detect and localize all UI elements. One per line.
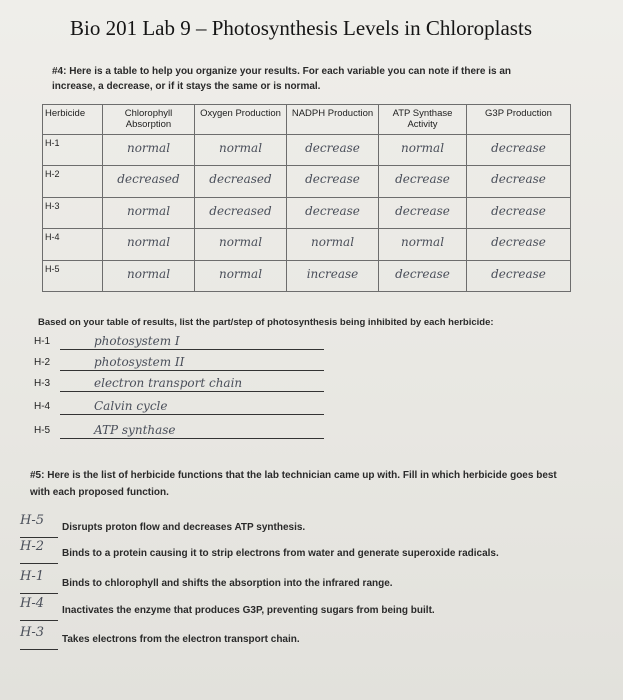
- function-herbicide: H-1: [20, 569, 45, 584]
- table-header-row: [43, 105, 571, 135]
- table-cell: normal: [195, 260, 287, 291]
- function-herbicide: H-3: [20, 625, 45, 640]
- header-herbicide: Herbicide: [43, 105, 103, 135]
- table-cell: decrease: [467, 229, 571, 260]
- answer-line: [60, 349, 324, 350]
- table-cell: decrease: [379, 166, 467, 197]
- answer-row: [34, 399, 324, 417]
- table-cell: normal: [287, 229, 379, 260]
- header-atp: ATP Synthase Activity: [379, 105, 467, 135]
- answer-line: [60, 391, 324, 392]
- row-label: H-2: [43, 166, 103, 197]
- question4-prompt: Based on your table of results, list the part/step of photosynthesis being inhibited by each herbicide:: [38, 317, 494, 328]
- table-row: [43, 135, 571, 166]
- table-cell: decrease: [287, 166, 379, 197]
- table-row: [43, 260, 571, 291]
- table-cell: decrease: [287, 135, 379, 166]
- table-cell: decrease: [379, 197, 467, 228]
- intro-text: Here is a table to help you organize your results. For each variable you can note if there is an increase, a decrease, or if it stays the same or is normal.: [52, 66, 512, 92]
- page-title: Bio 201 Lab 9 – Photosynthesis Levels in Chloroplasts: [70, 16, 532, 40]
- function-herbicide: H-5: [20, 513, 45, 528]
- header-nadph: NADPH Production: [287, 105, 379, 135]
- row-label: H-5: [43, 260, 103, 291]
- table-cell: normal: [103, 260, 195, 291]
- table-cell: normal: [195, 135, 287, 166]
- table-row: [43, 166, 571, 197]
- answer-row: [34, 355, 324, 373]
- answer-label: H-3: [34, 378, 51, 389]
- table-cell: decrease: [379, 260, 467, 291]
- answer-label: H-2: [34, 357, 51, 368]
- function-row: [20, 598, 580, 622]
- answer-value: photosystem II: [94, 355, 185, 369]
- table-row: [43, 229, 571, 260]
- header-g3p: G3P Production: [467, 105, 571, 135]
- function-text: Binds to chlorophyll and shifts the absorption into the infrared range.: [62, 578, 393, 589]
- table-cell: normal: [103, 229, 195, 260]
- function-row: [20, 627, 580, 651]
- table-cell: normal: [195, 229, 287, 260]
- table-row: [43, 197, 571, 228]
- table-cell: normal: [103, 197, 195, 228]
- answer-label: H-1: [34, 336, 51, 347]
- answer-label: H-4: [34, 401, 51, 412]
- header-oxygen: Oxygen Production: [195, 105, 287, 135]
- function-text: Inactivates the enzyme that produces G3P, preventing sugars from being built.: [62, 605, 435, 616]
- question5-prompt: [30, 467, 570, 501]
- answer-line: [60, 414, 324, 415]
- function-text: Disrupts proton flow and decreases ATP synthesis.: [62, 522, 306, 533]
- table-cell: decrease: [467, 135, 571, 166]
- table-cell: decreased: [103, 166, 195, 197]
- answer-label: H-5: [34, 425, 51, 436]
- row-label: H-4: [43, 229, 103, 260]
- table-cell: normal: [379, 135, 467, 166]
- table-cell: increase: [287, 260, 379, 291]
- question-number: #5:: [30, 470, 45, 481]
- question5-text: Here is the list of herbicide functions that the lab technician came up with. Fill in which herbicide goes best with each proposed function.: [30, 470, 557, 498]
- answer-value: Calvin cycle: [94, 399, 168, 413]
- row-label: H-3: [43, 197, 103, 228]
- table-cell: decrease: [287, 197, 379, 228]
- function-herbicide: H-4: [20, 596, 45, 611]
- answer-row: [34, 376, 324, 394]
- question-number: #4:: [52, 66, 67, 77]
- answer-line: [60, 370, 324, 371]
- table-cell: decreased: [195, 166, 287, 197]
- table-cell: decreased: [195, 197, 287, 228]
- table-cell: decrease: [467, 197, 571, 228]
- function-row: [20, 515, 580, 539]
- function-herbicide: H-2: [20, 539, 45, 554]
- table-cell: decrease: [467, 166, 571, 197]
- answer-value: photosystem I: [94, 334, 180, 348]
- row-label: H-1: [43, 135, 103, 166]
- table-cell: normal: [379, 229, 467, 260]
- function-text: Binds to a protein causing it to strip electrons from water and generate superoxide radicals.: [62, 548, 499, 559]
- table-cell: normal: [103, 135, 195, 166]
- function-text: Takes electrons from the electron transport chain.: [62, 634, 300, 645]
- answer-line: [60, 438, 324, 439]
- answer-row: [34, 334, 324, 352]
- answer-value: ATP synthase: [94, 423, 176, 437]
- answer-row: [34, 423, 324, 441]
- table-cell: decrease: [467, 260, 571, 291]
- header-chlorophyll: Chlorophyll Absorption: [103, 105, 195, 135]
- answer-value: electron transport chain: [94, 376, 243, 390]
- intro-paragraph: [52, 64, 552, 94]
- function-row: [20, 541, 580, 565]
- function-row: [20, 571, 580, 595]
- results-table: [42, 104, 571, 292]
